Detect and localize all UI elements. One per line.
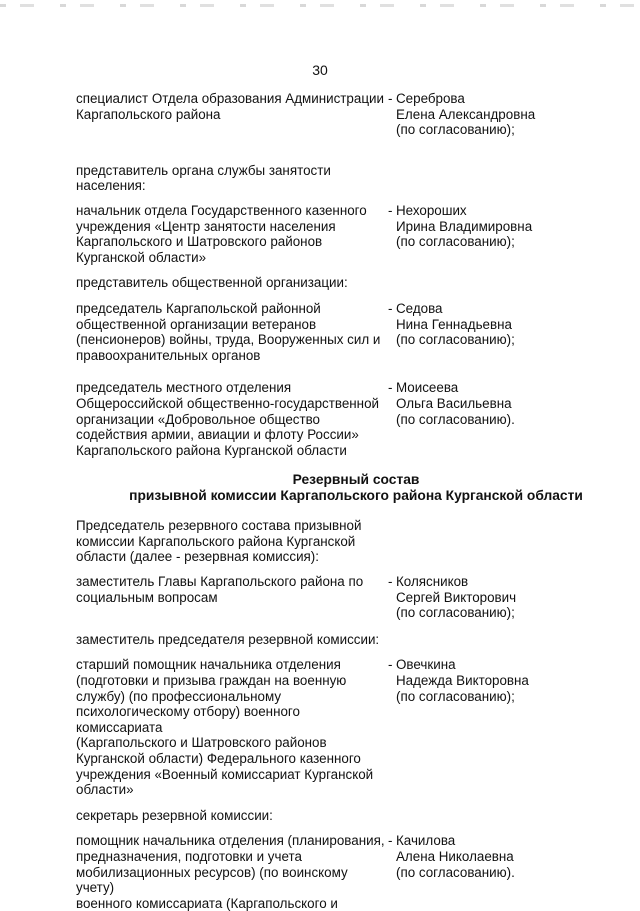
label-line: представитель общественной организации: <box>76 275 348 291</box>
position-line: Каргапольского района Курганской области <box>76 442 347 458</box>
position-line: учреждения «Военный комиссариат Курганской <box>76 766 374 782</box>
member-name <box>396 380 515 458</box>
label-line: представитель органа службы занятости <box>76 162 331 178</box>
position-line: содействия армии, авиации и флоту России» <box>76 427 359 443</box>
label-line: заместитель председателя резервной комиссии: <box>76 631 380 647</box>
position-line: службу) (по профессиональному <box>76 688 282 704</box>
member-name <box>396 91 535 138</box>
name-line: (по согласованию); <box>396 122 515 138</box>
member-position <box>76 657 388 797</box>
member-entry <box>76 91 616 138</box>
member-name <box>396 301 515 363</box>
name-line: (по согласованию). <box>396 411 515 427</box>
position-line: Каргапольского района <box>76 106 221 122</box>
position-line: Общероссийской общественно-государственной <box>76 395 380 411</box>
reserve-title-line: Резервный состав <box>292 472 420 488</box>
section-label <box>76 632 396 648</box>
name-line: Нина Геннадьевна <box>396 316 512 332</box>
position-line: (Каргапольского и Шатровского районов <box>76 735 327 751</box>
position-line: специалист Отдела образования Администрации <box>76 91 384 106</box>
document-body <box>76 91 616 911</box>
position-line: помощник начальника отделения (планирования, <box>76 833 385 849</box>
name-line: Алена Николаевна <box>396 848 514 864</box>
position-line: председатель Каргапольской районной <box>76 300 321 316</box>
member-name <box>396 657 529 797</box>
position-line: предназначения, подготовки и учета <box>76 848 302 864</box>
position-line: заместитель Главы Каргапольского района по <box>76 574 364 590</box>
dash-separator: - <box>388 91 393 106</box>
position-line: психологическому отбору) военного комиссариата <box>76 704 300 735</box>
section-label <box>76 163 396 194</box>
section-label <box>76 808 396 824</box>
section-label <box>76 275 396 291</box>
name-line: (по согласованию); <box>396 688 515 704</box>
position-line: (пенсионеров) войны, труда, Вооруженных сил и <box>76 332 381 348</box>
name-line: (по согласованию); <box>396 332 515 348</box>
member-entry <box>76 574 616 621</box>
reserve-members-list <box>76 518 616 911</box>
name-line: Сереброва <box>396 91 465 106</box>
position-line: учреждения «Центр занятости населения <box>76 218 336 234</box>
name-line: Нехороших <box>396 202 467 218</box>
name-line: Ирина Владимировна <box>396 218 533 234</box>
name-line: (по согласованию). <box>396 864 515 880</box>
name-line: Надежда Викторовна <box>396 673 529 689</box>
label-line: населения: <box>76 178 146 194</box>
dash-separator: - <box>388 380 393 396</box>
position-line: председатель местного отделения <box>76 380 292 396</box>
position-line: Курганской области» <box>76 249 207 265</box>
member-entry <box>76 203 616 265</box>
label-line: секретарь резервной комиссии: <box>76 807 273 823</box>
member-name <box>396 203 532 265</box>
name-line: Колясников <box>396 574 469 590</box>
reserve-title-line: призывной комиссии Каргапольского района Курганской области <box>129 488 583 504</box>
position-line: области» <box>76 782 134 798</box>
dash-separator: - <box>388 833 393 849</box>
member-position <box>76 833 388 911</box>
dash-separator: - <box>388 202 393 218</box>
member-position <box>76 301 388 363</box>
name-line: Качилова <box>396 833 456 849</box>
member-name <box>396 833 515 911</box>
position-line: начальник отдела Государственного казенного <box>76 202 367 218</box>
scan-artifact-line <box>0 4 640 7</box>
name-line: Седова <box>396 300 443 316</box>
label-line: области (далее - резервная комиссия): <box>76 549 319 565</box>
position-line: Каргапольского и Шатровского районов <box>76 234 323 250</box>
name-line: (по согласованию); <box>396 605 515 621</box>
position-line: (подготовки и призыва граждан на военную <box>76 673 347 689</box>
position-line: Курганской области) Федерального казенного <box>76 751 361 766</box>
member-position <box>76 574 388 621</box>
commission-members-list <box>76 91 616 458</box>
position-line: военного комиссариата (Каргапольского и <box>76 895 338 911</box>
member-position <box>76 380 388 458</box>
dash-separator: - <box>388 657 393 673</box>
name-line: Моисеева <box>396 380 459 396</box>
dash-separator: - <box>388 300 393 316</box>
name-line: Овечкина <box>396 657 456 673</box>
member-entry <box>76 301 616 363</box>
page-number: 30 <box>312 62 328 78</box>
section-label <box>76 518 396 565</box>
position-line: правоохранительных органов <box>76 347 261 363</box>
member-entry <box>76 657 616 797</box>
name-line: (по согласованию); <box>396 234 515 250</box>
member-position <box>76 91 388 138</box>
member-position <box>76 203 388 265</box>
name-line: Елена Александровна <box>396 106 536 122</box>
position-line: мобилизационных ресурсов) (по воинскому учету) <box>76 864 348 896</box>
position-line: общественной организации ветеранов <box>76 316 317 332</box>
position-line: организации «Добровольное общество <box>76 411 321 427</box>
label-line: Председатель резервного состава призывной <box>76 518 362 534</box>
label-line: комиссии Каргапольского района Курганской <box>76 533 356 549</box>
position-line: старший помощник начальника отделения <box>76 657 341 673</box>
name-line: Сергей Викторович <box>396 589 517 605</box>
reserve-section-title <box>96 472 616 504</box>
dash-separator: - <box>388 574 393 590</box>
member-entry <box>76 833 616 911</box>
member-entry <box>76 380 616 458</box>
name-line: Ольга Васильевна <box>396 395 512 411</box>
position-line: социальным вопросам <box>76 589 218 605</box>
member-name <box>396 574 516 621</box>
